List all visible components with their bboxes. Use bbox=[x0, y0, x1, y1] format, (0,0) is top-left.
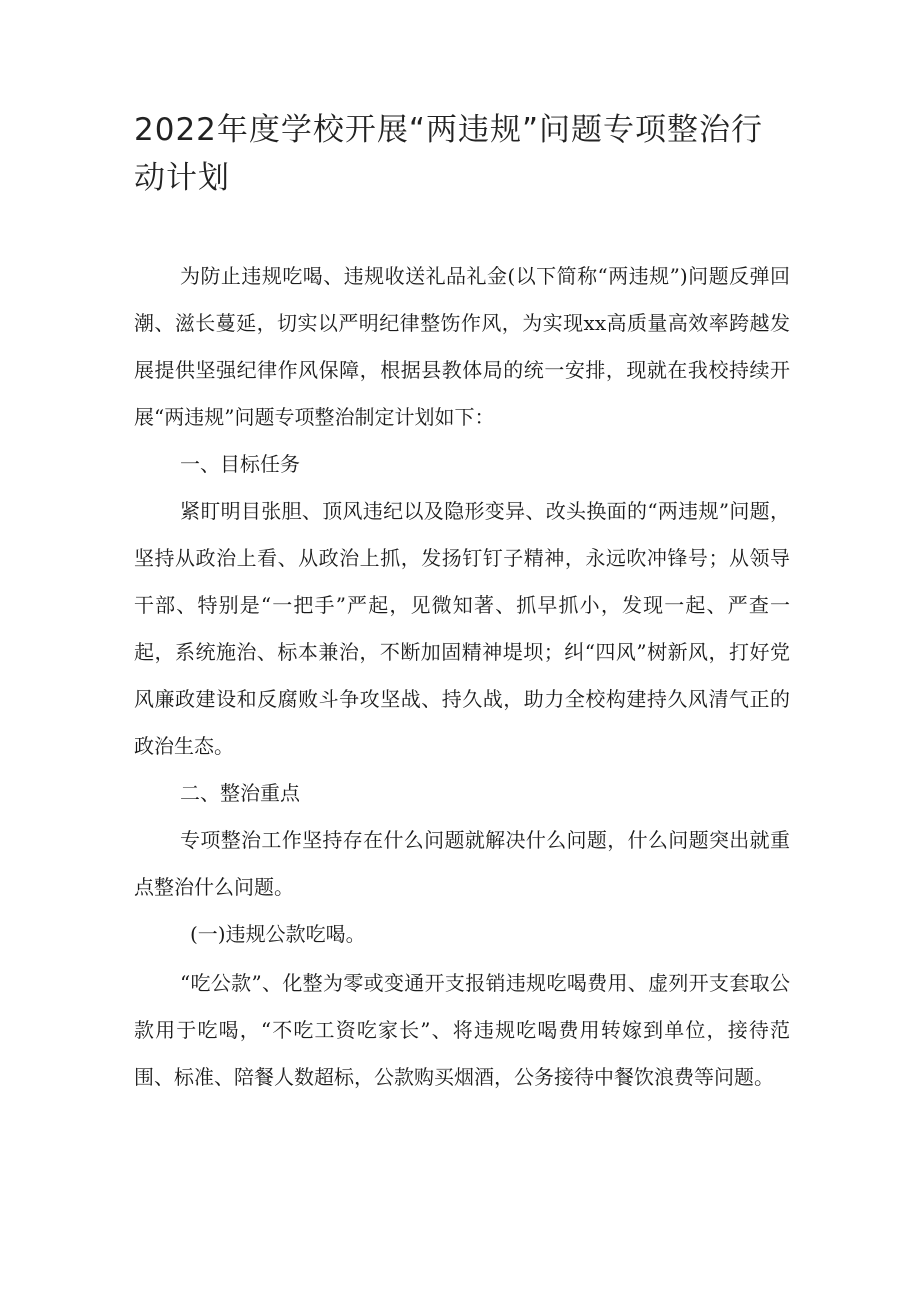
focus-paragraph: 专项整治工作坚持存在什么问题就解决什么问题，什么问题突出就重点整治什么问题。 bbox=[134, 828, 790, 899]
goals-paragraph: 紧盯明目张胆、顶风违纪以及隐形变异、改头换面的“两违规”问题，坚持从政治上看、从政治上抓，发扬钉钉子精神，永远吹冲锋号；从领导干部、特别是“一把手”严起，见微知著、抓早抓小，发现一起、严查一起，系统施治、标本兼治，不断加固精神堤坝；纠“四风”树新风，打好党风廉政建设和反腐败斗争攻坚战、持久战，助力全校构建持久风清气正的政治生态。 bbox=[134, 499, 790, 758]
document-body bbox=[134, 253, 790, 1101]
subsection-heading-public-funds-dining: (一)违规公款吃喝。 bbox=[190, 922, 366, 946]
section-heading-focus: 二、整治重点 bbox=[180, 781, 300, 805]
document-title: 2022年度学校开展“两违规”问题专项整治行动计划 bbox=[134, 112, 764, 196]
section-heading-goals: 一、目标任务 bbox=[180, 452, 300, 476]
intro-paragraph: 为防止违规吃喝、违规收送礼品礼金(以下简称“两违规”)问题反弹回潮、滋长蔓延，切实以严明纪律整饬作风，为实现xx高质量高效率跨越发展提供坚强纪律作风保障，根据县教体局的统一安排，现就在我校持续开展“两违规”问题专项整治制定计划如下： bbox=[134, 264, 790, 429]
public-funds-dining-paragraph: “吃公款”、化整为零或变通开支报销违规吃喝费用、虚列开支套取公款用于吃喝，“不吃工资吃家长”、将违规吃喝费用转嫁到单位，接待范围、标准、陪餐人数超标，公款购买烟酒，公务接待中餐饮浪费等问题。 bbox=[134, 971, 790, 1089]
